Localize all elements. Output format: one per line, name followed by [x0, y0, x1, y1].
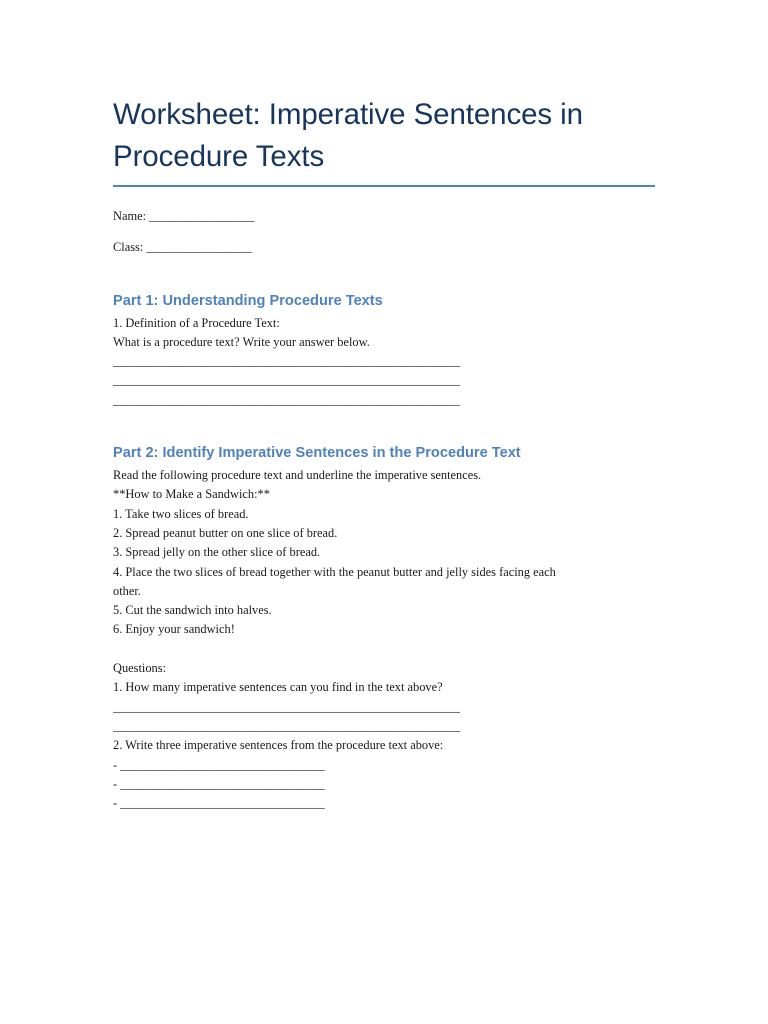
part2-heading: Part 2: Identify Imperative Sentences in the Procedure Text	[113, 445, 521, 462]
question-2-answer-line-2: - _________________________________	[113, 776, 325, 791]
procedure-text-title: **How to Make a Sandwich:**	[113, 487, 270, 502]
procedure-step-3: 3. Spread jelly on the other slice of bread.	[113, 545, 321, 560]
name-field-line: Name: _________________	[113, 209, 255, 223]
part1-answer-line-2: ________________________________________________________	[113, 373, 460, 388]
document-content	[113, 0, 658, 813]
question-2: 2. Write three imperative sentences from the procedure text above:	[113, 738, 444, 753]
procedure-step-2: 2. Spread peanut butter on one slice of bread.	[113, 525, 338, 540]
part1-question: What is a procedure text? Write your answer below.	[113, 334, 370, 349]
title-underline-rule	[113, 185, 655, 187]
procedure-step-4-line-2: other.	[113, 583, 141, 598]
question-2-answer-line-3: - _________________________________	[113, 796, 325, 811]
question-1-answer-line-2: ________________________________________________________	[113, 718, 460, 733]
procedure-step-1: 1. Take two slices of bread.	[113, 506, 249, 521]
class-field-line: Class: _________________	[113, 240, 252, 255]
procedure-step-4-line-1: 4. Place the two slices of bread together with the peanut butter and jelly sides facing each	[113, 564, 556, 579]
question-1-answer-line-1: ________________________________________________________	[113, 699, 460, 714]
part1-heading: Part 1: Understanding Procedure Texts	[113, 292, 383, 309]
part1-answer-line-1: ________________________________________________________	[113, 354, 460, 369]
title-line-1: Worksheet: Imperative Sentences in	[113, 98, 583, 131]
question-1: 1. How many imperative sentences can you find in the text above?	[113, 680, 443, 695]
blank-line	[113, 640, 658, 659]
procedure-step-5: 5. Cut the sandwich into halves.	[113, 603, 272, 618]
title-line-2: Procedure Texts	[113, 140, 325, 173]
questions-label: Questions:	[113, 661, 167, 676]
part2-instruction: Read the following procedure text and underline the imperative sentences.	[113, 468, 482, 483]
part1-answer-line-3: ________________________________________________________	[113, 392, 460, 407]
procedure-step-6: 6. Enjoy your sandwich!	[113, 622, 235, 637]
part1-item1: 1. Definition of a Procedure Text:	[113, 315, 280, 330]
worksheet-title	[113, 0, 658, 178]
question-2-answer-line-1: - _________________________________	[113, 757, 325, 772]
